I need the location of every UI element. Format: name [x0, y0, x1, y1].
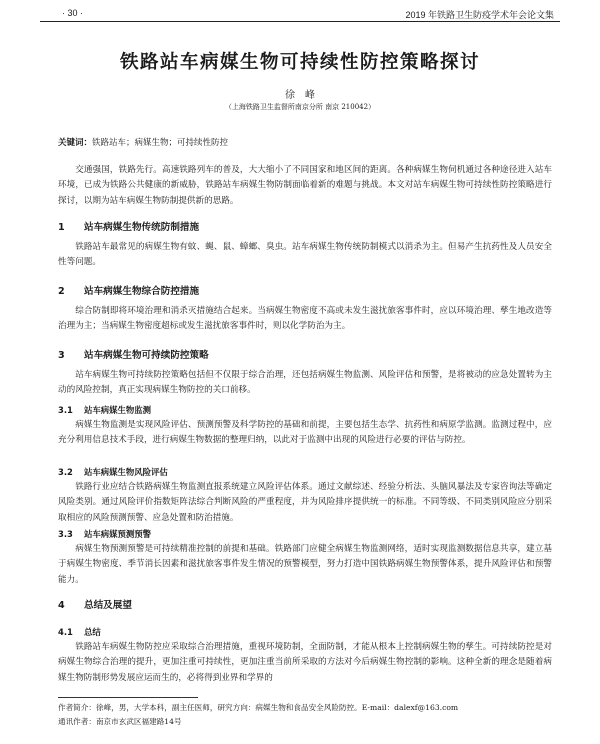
affiliation: （上海铁路卫生监督所南京分所 南京 210042） [224, 103, 376, 111]
keywords [58, 136, 228, 148]
section-4-1-heading [58, 626, 101, 638]
section-3-3-paragraph: 病媒生物预测预警是可持续精准控制的前提和基础。铁路部门应健全病媒生物监测网络，适时实现监测数据信息共享，建立基于病媒生物密度、季节消长因素和滋扰旅客事件发生情况的预警模型，努力打造中国铁路病媒生物预警体系，提升风险评估和预警能力。 [58, 544, 552, 585]
author: 徐 峰 [285, 90, 315, 101]
section-number: 4.1 [58, 627, 73, 637]
section-number: 3 [58, 350, 65, 361]
section-2-paragraph: 综合防制即将环境治理和消杀灭措施结合起来。当病媒生物密度不高或未发生滋扰旅客事件时，应以环境治理、孳生地改造等治理为主；当病媒生物密度超标或发生滋扰旅客事件时，则以化学防治为主。 [58, 306, 552, 332]
section-number: 1 [58, 222, 65, 233]
section-3-1-heading [58, 404, 151, 416]
keywords-label: 关键词： [58, 138, 93, 148]
section-title: 站车病媒预测预警 [84, 529, 151, 539]
section-4-1-paragraph: 铁路站车病媒生物防控应采取综合治理措施，重视环境防制，全面防制，才能从根本上控制病媒生物的孳生。可持续防控是对病媒生物综合治理的提升，更加注重可持续性，更加注重当前所采取的方法对今后病媒生物控制的影响。这种全新的理念是随着病媒生物防制形势发展应运而生的，必将得到业界和学界的 [58, 642, 552, 683]
section-title: 站车病媒生物风险评估 [84, 467, 168, 477]
section-title: 总结及展望 [84, 600, 132, 611]
journal-name: 2019 年铁路卫生防疫学术年会论文集 [405, 10, 554, 20]
footnote-author-info: 作者简介：徐峰，男，大学本科，副主任医师，研究方向：病媒生物和食品安全风险防控。E-mail：dalexf@163.com [58, 703, 459, 712]
section-1-paragraph: 铁路站车最常见的病媒生物有蚊、蝇、鼠、蟑螂、臭虫。站车病媒生物传统防制模式以消杀为主。但易产生抗药性及人员安全性等问题。 [58, 242, 552, 268]
section-3-2-paragraph: 铁路行业应结合铁路病媒生物监测直报系统建立风险评估体系。通过文献综述、经验分析法、头脑风暴法及专家咨询法等确定风险类别。通过风险评价指数矩阵法综合判断风险的严重程度，并为风险排序提供统一的标准。不同等级、不同类别风险应分别采取相应的风险预测预警、应急处置和防治措施。 [58, 482, 552, 523]
keywords-text: 铁路站车；病媒生物；可持续性防控 [92, 138, 229, 148]
section-3-1-paragraph: 病媒生物监测是实现风险评估、预测预警及科学防控的基础和前提，主要包括生态学、抗药性和病原学监测。监测过程中，应充分利用信息技术手段，进行病媒生物数据的整理归纳，以此对于监测中出现的风险进行必要的评估与防控。 [58, 420, 552, 446]
header-rule [40, 21, 560, 22]
page-number: · 30 · [62, 8, 84, 18]
section-number: 3.1 [58, 405, 73, 415]
running-header [40, 4, 560, 22]
section-title: 站车病媒生物监测 [84, 405, 151, 415]
section-number: 3.3 [58, 529, 73, 539]
section-number: 2 [58, 286, 65, 297]
section-3-2-heading [58, 466, 168, 478]
section-title: 站车病媒生物可持续防控策略 [84, 350, 209, 361]
section-3-heading [58, 347, 209, 361]
section-title: 站车病媒生物传统防制措施 [84, 222, 200, 233]
section-4-heading [58, 597, 132, 611]
section-title: 总结 [84, 627, 101, 637]
footnote-address: 通讯作者：南京市玄武区福建路14号 [58, 717, 182, 726]
intro-paragraph: 交通强国，铁路先行。高速铁路列车的普及，大大缩小了不同国家和地区间的距离。各种病媒生物伺机通过各种途径进入站车环境，已成为铁路公共健康的新威胁，铁路站车病媒生物防制面临着新的难题与挑战。本文对站车病媒生物可持续性防控策略进行探讨，以期为站车病媒生物防制提供新的思路。 [58, 165, 552, 206]
section-2-heading [58, 283, 199, 297]
section-number: 3.2 [58, 467, 73, 477]
footnote-rule [58, 697, 198, 698]
section-3-paragraph: 站车病媒生物可持续防控策略包括但不仅限于综合治理，还包括病媒生物监测、风险评估和预警，是将被动的应急处置转为主动的风险控制，真正实现病媒生物防控的关口前移。 [58, 370, 552, 396]
section-title: 站车病媒生物综合防控措施 [84, 286, 200, 297]
section-1-heading [58, 219, 199, 233]
article-title: 铁路站车病媒生物可持续性防控策略探讨 [119, 52, 480, 73]
section-number: 4 [58, 600, 65, 611]
section-3-3-heading [58, 528, 151, 540]
